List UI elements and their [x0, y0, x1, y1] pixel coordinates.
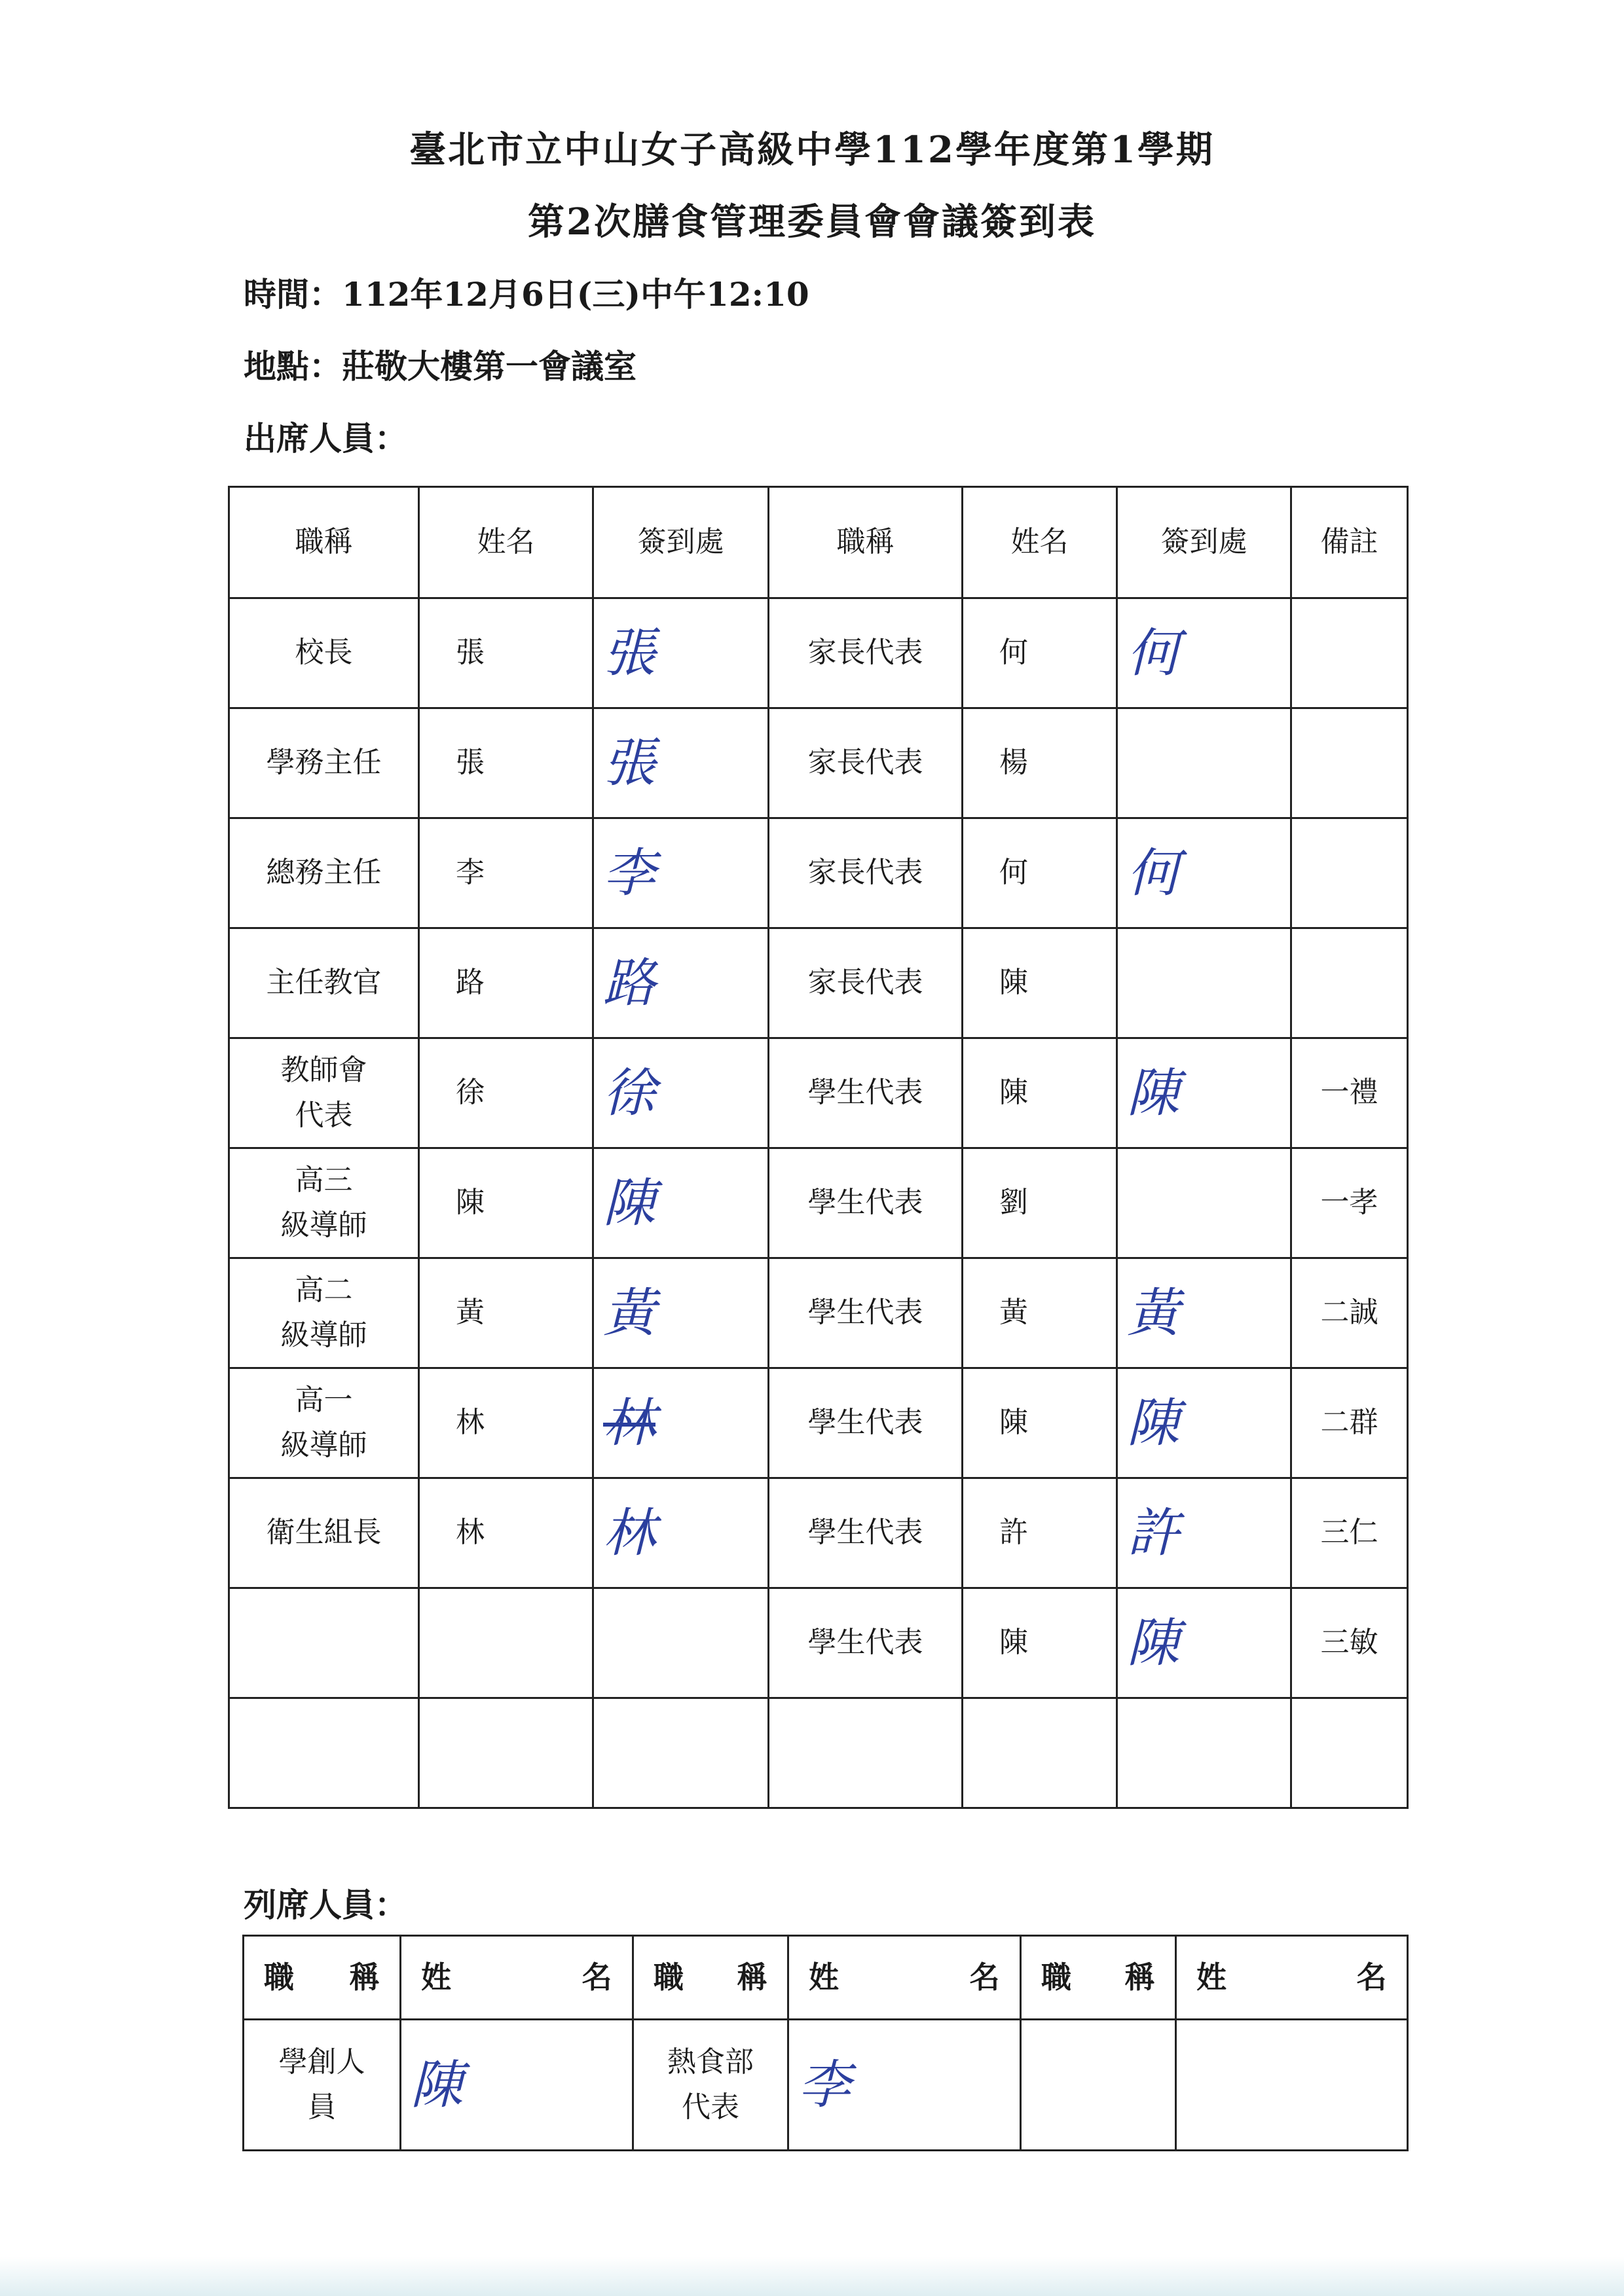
name-cell: 何: [963, 598, 1117, 708]
signature-cell: 李: [593, 818, 769, 928]
signature-cell: 李: [788, 2020, 1021, 2151]
observers-header-row: [244, 1936, 1408, 2020]
signature-cell: 黃: [1117, 1258, 1291, 1368]
header-text: [1177, 1954, 1407, 2001]
name-cell: [963, 1698, 1117, 1808]
signature-cell: 陳: [1117, 1588, 1291, 1698]
column-header: 職稱: [229, 487, 419, 598]
signature-cell: 陳: [401, 2020, 633, 2151]
note-cell: 一禮: [1291, 1038, 1408, 1148]
header-char: 姓: [1196, 1959, 1227, 1995]
name-cell: 陳: [963, 928, 1117, 1038]
note-cell: [1291, 928, 1408, 1038]
header-text: [1022, 1954, 1175, 2001]
name-cell: 林: [419, 1368, 593, 1478]
name-cell: 楊: [963, 708, 1117, 818]
signature-cell: 何: [1117, 818, 1291, 928]
name-cell: 陳: [419, 1148, 593, 1258]
title-cell: 學生代表: [769, 1258, 963, 1368]
signature-cell: 徐: [593, 1038, 769, 1148]
title-cell: [1021, 2020, 1176, 2151]
table-row: [229, 1258, 1408, 1368]
column-header: 姓名: [963, 487, 1117, 598]
name-cell: 劉: [963, 1148, 1117, 1258]
name-cell: 陳: [963, 1038, 1117, 1148]
header-char: 名: [581, 1959, 612, 1995]
attendance-table: [228, 486, 1409, 1809]
column-header: [633, 1936, 788, 2020]
name-cell: [419, 1698, 593, 1808]
header-char: 姓: [809, 1959, 840, 1995]
title-cell: 家長代表: [769, 598, 963, 708]
header-text: [244, 1954, 399, 2001]
column-header: 簽到處: [1117, 487, 1291, 598]
signature-cell: 陳: [1117, 1368, 1291, 1478]
title-cell: 高二 級導師: [229, 1258, 419, 1368]
name-cell: 李: [419, 818, 593, 928]
table-row: [229, 818, 1408, 928]
signature-cell: [593, 1588, 769, 1698]
title-cell: 主任教官: [229, 928, 419, 1038]
header-char: 職: [654, 1959, 684, 1995]
title-cell: 衛生組長: [229, 1478, 419, 1588]
header-char: 姓: [421, 1959, 452, 1995]
note-cell: 一孝: [1291, 1148, 1408, 1258]
note-cell: 二誠: [1291, 1258, 1408, 1368]
column-header: 簽到處: [593, 487, 769, 598]
column-header: [1176, 1936, 1408, 2020]
signature-cell: 林: [593, 1368, 769, 1478]
header-char: 職: [264, 1959, 295, 1995]
observers-label: 列席人員：: [244, 1886, 407, 1924]
header-text: [401, 1954, 632, 2001]
signature-cell: 張: [593, 598, 769, 708]
note-cell: [1291, 818, 1408, 928]
header-char: 稱: [737, 1959, 767, 1995]
column-header: 姓名: [419, 487, 593, 598]
title-cell: 家長代表: [769, 708, 963, 818]
column-header: 職稱: [769, 487, 963, 598]
title-cell: [1176, 2020, 1408, 2151]
meeting-time: 時間：112年12月6日(三)中午12:10: [244, 275, 809, 314]
name-cell: 徐: [419, 1038, 593, 1148]
name-cell: 黃: [419, 1258, 593, 1368]
title-cell: 學務主任: [229, 708, 419, 818]
table-row: [229, 1148, 1408, 1258]
table-row: [229, 928, 1408, 1038]
title-cell: [229, 1588, 419, 1698]
note-cell: 三仁: [1291, 1478, 1408, 1588]
header-char: 稱: [349, 1959, 380, 1995]
header-text: [789, 1954, 1020, 2001]
title-cell: 家長代表: [769, 818, 963, 928]
signature-cell: [1117, 1698, 1291, 1808]
signature-cell: [1117, 928, 1291, 1038]
table-header-row: [229, 487, 1408, 598]
table-row: [229, 1698, 1408, 1808]
name-cell: 何: [963, 818, 1117, 928]
name-cell: 許: [963, 1478, 1117, 1588]
note-cell: [1291, 1698, 1408, 1808]
name-cell: 林: [419, 1478, 593, 1588]
header-char: 稱: [1124, 1959, 1155, 1995]
observers-row: [244, 2020, 1408, 2151]
scan-edge-tint: [0, 2257, 1624, 2296]
table-row: [229, 598, 1408, 708]
title-cell: [769, 1698, 963, 1808]
signature-cell: 黃: [593, 1258, 769, 1368]
signature-cell: 陳: [1117, 1038, 1291, 1148]
title-cell: 高三 級導師: [229, 1148, 419, 1258]
table-row: [229, 1588, 1408, 1698]
column-header: [1021, 1936, 1176, 2020]
attendees-label: 出席人員：: [244, 419, 407, 458]
name-cell: 張: [419, 598, 593, 708]
title-cell: 校長: [229, 598, 419, 708]
name-cell: 張: [419, 708, 593, 818]
note-cell: [1291, 598, 1408, 708]
name-cell: [419, 1588, 593, 1698]
signature-cell: 陳: [593, 1148, 769, 1258]
signature-cell: 何: [1117, 598, 1291, 708]
note-cell: 三敏: [1291, 1588, 1408, 1698]
title-cell: 學生代表: [769, 1038, 963, 1148]
name-cell: 黃: [963, 1258, 1117, 1368]
signature-cell: 林: [593, 1478, 769, 1588]
column-header: 備註: [1291, 487, 1408, 598]
header-char: 職: [1041, 1959, 1072, 1995]
signature-cell: [1117, 1148, 1291, 1258]
meeting-place: 地點：莊敬大樓第一會議室: [244, 347, 637, 386]
signature-cell: 張: [593, 708, 769, 818]
name-cell: 陳: [963, 1368, 1117, 1478]
name-cell: 路: [419, 928, 593, 1038]
title-cell: [229, 1698, 419, 1808]
title-cell: 學生代表: [769, 1588, 963, 1698]
title-cell: 學生代表: [769, 1478, 963, 1588]
observers-table: [242, 1935, 1409, 2151]
title-cell: 熱食部 代表: [633, 2020, 788, 2151]
title-cell: 家長代表: [769, 928, 963, 1038]
signature-cell: [1117, 708, 1291, 818]
note-cell: 二群: [1291, 1368, 1408, 1478]
header-char: 名: [1356, 1959, 1387, 1995]
signature-cell: 許: [1117, 1478, 1291, 1588]
title-cell: 學生代表: [769, 1148, 963, 1258]
note-cell: [1291, 708, 1408, 818]
table-row: [229, 1368, 1408, 1478]
title-cell: 學生代表: [769, 1368, 963, 1478]
title-cell: 學創人 員: [244, 2020, 401, 2151]
title-cell: 教師會 代表: [229, 1038, 419, 1148]
column-header: [401, 1936, 633, 2020]
document-title-line2: 第2次膳食管理委員會會議簽到表: [528, 200, 1096, 244]
title-cell: 總務主任: [229, 818, 419, 928]
table-row: [229, 1038, 1408, 1148]
signature-cell: [593, 1698, 769, 1808]
header-text: [634, 1954, 787, 2001]
column-header: [788, 1936, 1021, 2020]
column-header: [244, 1936, 401, 2020]
table-row: [229, 1478, 1408, 1588]
signature-cell: 路: [593, 928, 769, 1038]
document-title-line1: 臺北市立中山女子高級中學112學年度第1學期: [409, 128, 1215, 172]
title-cell: 高一 級導師: [229, 1368, 419, 1478]
table-row: [229, 708, 1408, 818]
name-cell: 陳: [963, 1588, 1117, 1698]
header-char: 名: [969, 1959, 1000, 1995]
